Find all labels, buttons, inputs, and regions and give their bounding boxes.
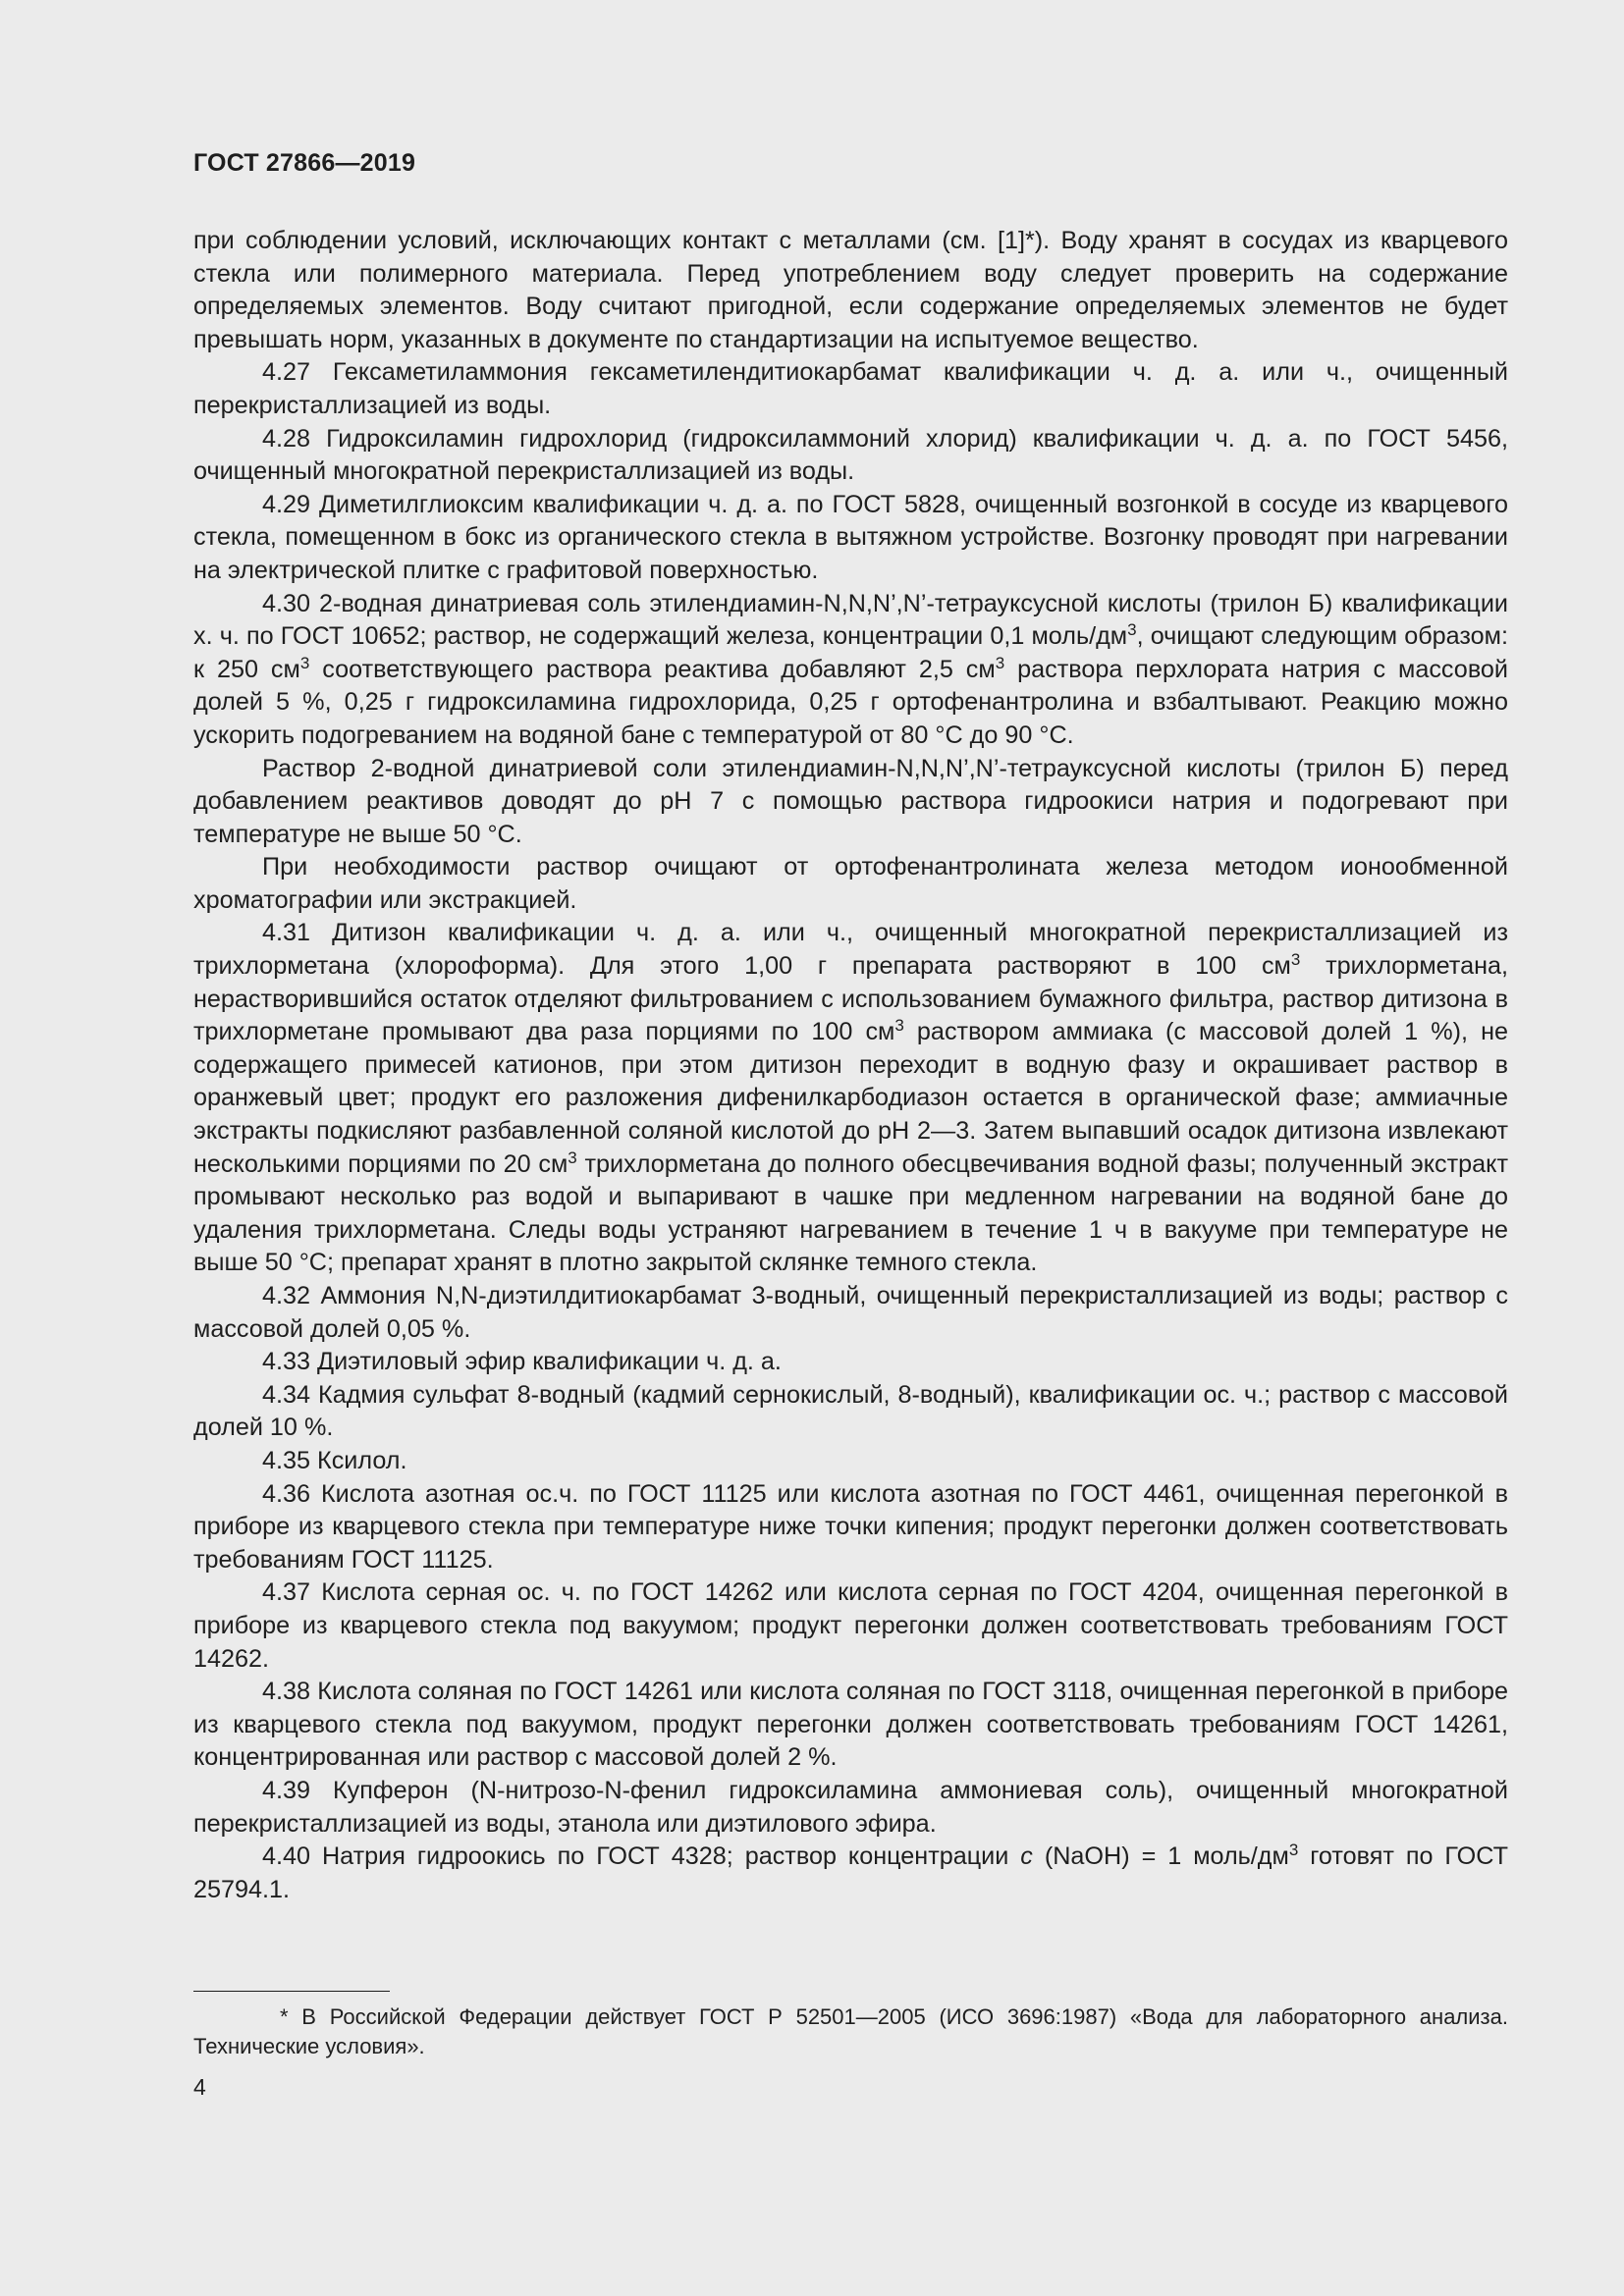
text-run: раствором аммиака (с массовой долей 1 %), не содержащего примесей катионов, при этом дитизон переходит в водную фазу и окрашивает раствор в оранжевый цвет; продукт его разложения дифенилкарбодиазон остается в органической фазе; аммиачные экстракты подкисляют разбавленной соляной кислотой до pH 2—3. Затем выпавший осадок дитизона извлекают несколькими порциями по 20 см xyxy=(193,1018,1508,1178)
paragraph-4-36: 4.36 Кислота азотная ос.ч. по ГОСТ 11125 или кислота азотная по ГОСТ 4461, очищенная перегонкой в приборе из кварцевого стекла при температуре ниже точки кипения; продукт перегонки должен соответствовать требованиям ГОСТ 11125. xyxy=(193,1479,1508,1574)
paragraph-water-storage: при соблюдении условий, исключающих контакт с металлами (см. [1]*). Воду хранят в сосудах из кварцевого стекла или полимерного материала. Перед употреблением воду следует проверить на содержание определяемых элементов. Воду считают пригодной, если содержание определяемых элементов не будет превышать норм, указанных в документе по стандартизации на испытуемое вещество. xyxy=(193,227,1508,353)
paragraph-4-29: 4.29 Диметилглиоксим квалификации ч. д. а. по ГОСТ 5828, очищенный возгонкой в сосуде из кварцевого стекла, помещенном в бокс из органического стекла в вытяжном устройстве. Возгонку проводят при нагревании на электрической плитке с графитовой поверхностью. xyxy=(193,490,1508,584)
paragraph-4-34: 4.34 Кадмия сульфат 8-водный (кадмий сернокислый, 8-водный), квалификации ос. ч.; раствор с массовой долей 10 %. xyxy=(193,1380,1508,1442)
text-run: соответствующего раствора реактива добавляют 2,5 см xyxy=(309,655,996,683)
superscript: 3 xyxy=(894,1016,904,1036)
text-run: 4.40 Натрия гидроокись по ГОСТ 4328; раствор концентрации xyxy=(262,1842,1021,1871)
text-run: готовят по ГОСТ 25794.1. xyxy=(193,1842,1508,1903)
paragraph-4-28: 4.28 Гидроксиламин гидрохлорид (гидроксиламмоний хлорид) квалификации ч. д. а. по ГОСТ 5456, очищенный многократной перекристаллизацией из воды. xyxy=(193,424,1508,486)
paragraph-4-39: 4.39 Купферон (N-нитрозо-N-фенил гидроксиламина аммониевая соль), очищенный многократной перекристаллизацией из воды, этанола или диэтилового эфира. xyxy=(193,1776,1508,1838)
footnote xyxy=(193,2002,1508,2061)
superscript: 3 xyxy=(1288,1841,1299,1860)
text-run: , очищают следующим образом: к 250 см xyxy=(193,622,1508,683)
text-run: раствора перхлората натрия с массовой долей 5 %, 0,25 г гидроксиламина гидрохлорида, 0,25 г ортофенантролина и взбалтывают. Реакцию можно ускорить подогреванием на водяной бане с температурой от 80 °С до 90 °С. xyxy=(193,655,1508,749)
footnote-text: * В Российской Федерации действует ГОСТ Р 52501—2005 (ИСО 3696:1987) «Вода для лабораторного анализа. Технические условия». xyxy=(193,2004,1508,2058)
document-body xyxy=(193,225,1508,1906)
superscript: 3 xyxy=(995,653,1005,672)
text-run: трихлорметана, нерастворившийся остаток отделяют фильтрованием с использованием бумажного фильтра, раствор дитизона в трихлорметане промывают два раза порциями по 100 см xyxy=(193,952,1508,1046)
paragraph-trilon-solution: Раствор 2-водной динатриевой соли этилендиамин-N,N,N’,N’-тетрауксусной кислоты (трилон Б) перед добавлением реактивов доводят до pH 7 с помощью раствора гидроокиси натрия и подогревают при температуре не выше 50 °С. xyxy=(193,754,1508,848)
paragraph-4-35: 4.35 Ксилол. xyxy=(262,1446,407,1474)
text-run: 4.31 Дитизон квалификации ч. д. а. или ч., очищенный многократной перекристаллизацией из трихлорметана (хлороформа). Для этого 1,00 г препарата растворяют в 100 см xyxy=(193,919,1508,981)
paragraph-4-38: 4.38 Кислота соляная по ГОСТ 14261 или кислота соляная по ГОСТ 3118, очищенная перегонкой в приборе из кварцевого стекла под вакуумом, продукт перегонки должен соответствовать требованиям ГОСТ 14261, концентрированная или раствор с массовой долей 2 %. xyxy=(193,1678,1508,1772)
page-number: 4 xyxy=(193,2074,206,2100)
paragraph-4-37: 4.37 Кислота серная ос. ч. по ГОСТ 14262 или кислота серная по ГОСТ 4204, очищенная перегонкой в приборе из кварцевого стекла под вакуумом; продукт перегонки должен соответствовать требованиям ГОСТ 14262. xyxy=(193,1578,1508,1673)
document-header: ГОСТ 27866—2019 xyxy=(193,149,416,177)
paragraph-4-40 xyxy=(193,1841,1508,1906)
superscript: 3 xyxy=(568,1148,577,1167)
footnote-divider xyxy=(193,1991,390,1992)
paragraph-4-27: 4.27 Гексаметиламмония гексаметилендитиокарбамат квалификации ч. д. а. или ч., очищенный перекристаллизацией из воды. xyxy=(193,358,1508,419)
paragraph-4-31 xyxy=(193,917,1508,1280)
superscript: 3 xyxy=(1127,620,1137,640)
text-run: (NaOH) = 1 моль/дм xyxy=(1032,1842,1289,1871)
paragraph-4-32: 4.32 Аммония N,N-диэтилдитиокарбамат 3-водный, очищенный перекристаллизацией из воды; раствор с массовой долей 0,05 %. xyxy=(193,1282,1508,1343)
superscript: 3 xyxy=(299,653,310,672)
superscript: 3 xyxy=(1290,950,1301,970)
text-run: трихлорметана до полного обесцвечивания водной фазы; полученный экстракт промывают несколько раз водой и выпаривают в чашке при медленном нагревании на водяной бане до удаления трихлорметана. Следы воды устраняют нагреванием в течение 1 ч в вакууме при температуре не выше 50 °С; препарат хранят в плотно закрытой склянке темного стекла. xyxy=(193,1149,1508,1277)
paragraph-purification: При необходимости раствор очищают от ортофенантролината железа методом ионообменной хроматографии или экстракцией. xyxy=(193,853,1508,914)
text-run: 4.30 2-водная динатриевая соль этилендиамин-N,N,N’,N’-тетрауксусной кислоты (трилон Б) квалификации х. ч. по ГОСТ 10652; раствор, не содержащий железа, концентрации 0,1 моль/дм xyxy=(193,589,1508,651)
paragraph-4-30 xyxy=(193,588,1508,753)
italic-symbol: c xyxy=(1020,1842,1033,1871)
paragraph-4-33: 4.33 Диэтиловый эфир квалификации ч. д. а. xyxy=(262,1348,782,1376)
